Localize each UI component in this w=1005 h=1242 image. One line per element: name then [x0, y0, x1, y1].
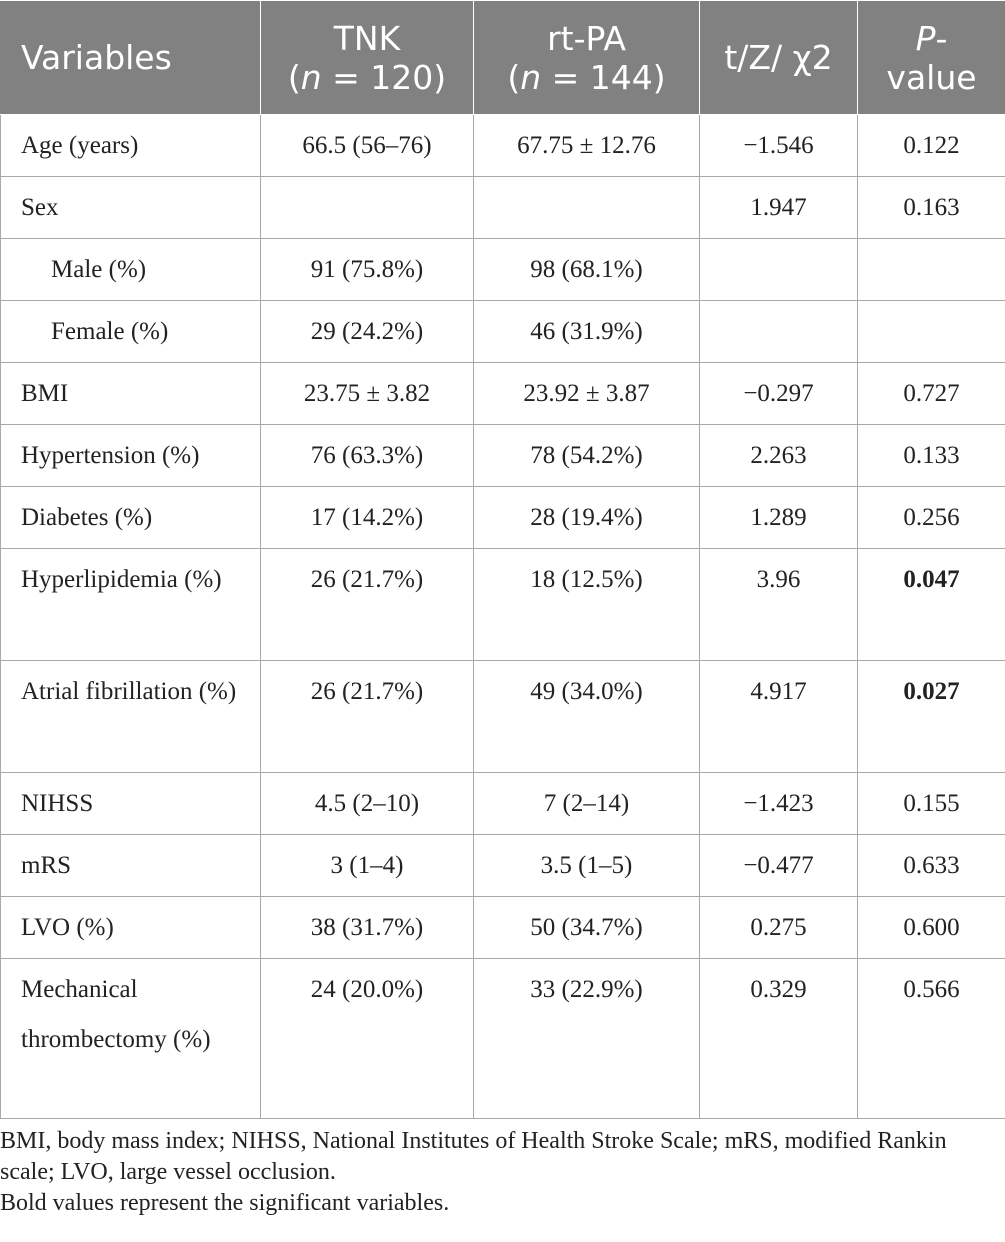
- cell-stat: −1.546: [700, 115, 858, 177]
- cell-rtpa: 7 (2–14): [474, 773, 700, 835]
- cell-stat: 1.947: [700, 177, 858, 239]
- cell-stat: 1.289: [700, 487, 858, 549]
- cell-tnk: 23.75 ± 3.82: [261, 363, 474, 425]
- table-row: [1, 301, 1005, 363]
- header-tnk-n: [269, 58, 465, 97]
- header-tnk: [261, 1, 474, 115]
- header-tnk-n-rest: = 120): [321, 57, 447, 97]
- cell-tnk: 17 (14.2%): [261, 487, 474, 549]
- table-header: [1, 1, 1005, 115]
- cell-variable: NIHSS: [1, 773, 261, 835]
- cell-rtpa: 23.92 ± 3.87: [474, 363, 700, 425]
- cell-stat: 3.96: [700, 549, 858, 661]
- cell-rtpa: 46 (31.9%): [474, 301, 700, 363]
- cell-p-value: 0.600: [858, 897, 1005, 959]
- cell-rtpa: 33 (22.9%): [474, 959, 700, 1119]
- cell-variable: Hypertension (%): [1, 425, 261, 487]
- header-rtpa-n-rest: = 144): [541, 57, 666, 97]
- cell-p-value: 0.133: [858, 425, 1005, 487]
- header-tnk-n-prefix: (: [287, 57, 301, 97]
- cell-rtpa: 78 (54.2%): [474, 425, 700, 487]
- cell-rtpa: [474, 177, 700, 239]
- cell-tnk: 76 (63.3%): [261, 425, 474, 487]
- table-row: [1, 661, 1005, 773]
- cell-p-value: 0.727: [858, 363, 1005, 425]
- cell-tnk: 26 (21.7%): [261, 661, 474, 773]
- cell-stat: 4.917: [700, 661, 858, 773]
- cell-variable: Sex: [1, 177, 261, 239]
- cell-variable: Male (%): [1, 239, 261, 301]
- table-row: [1, 363, 1005, 425]
- cell-p-value: [858, 239, 1005, 301]
- cell-variable: Hyperlipidemia (%): [1, 549, 261, 661]
- cell-variable: Female (%): [1, 301, 261, 363]
- cell-tnk: [261, 177, 474, 239]
- cell-rtpa: 3.5 (1–5): [474, 835, 700, 897]
- cell-variable: Age (years): [1, 115, 261, 177]
- header-variables: [1, 1, 261, 115]
- cell-stat: [700, 301, 858, 363]
- table-row: [1, 835, 1005, 897]
- cell-stat: −0.477: [700, 835, 858, 897]
- cell-rtpa: 67.75 ± 12.76: [474, 115, 700, 177]
- cell-tnk: 3 (1–4): [261, 835, 474, 897]
- cell-tnk: 38 (31.7%): [261, 897, 474, 959]
- table-row: [1, 239, 1005, 301]
- cell-stat: −0.297: [700, 363, 858, 425]
- header-p-line1: [866, 19, 997, 58]
- header-p-rest: -: [935, 18, 948, 58]
- cell-variable: BMI: [1, 363, 261, 425]
- cell-p-value: 0.163: [858, 177, 1005, 239]
- table-row: [1, 897, 1005, 959]
- header-tnk-name: TNK: [333, 18, 401, 58]
- cell-p-value-significant: 0.027: [858, 661, 1005, 773]
- header-p-value: [858, 1, 1005, 115]
- cell-stat: 0.275: [700, 897, 858, 959]
- table-row: [1, 549, 1005, 661]
- cell-p-value: [858, 301, 1005, 363]
- cell-rtpa: 98 (68.1%): [474, 239, 700, 301]
- cell-p-value: 0.155: [858, 773, 1005, 835]
- cell-rtpa: 18 (12.5%): [474, 549, 700, 661]
- header-row: [1, 1, 1005, 115]
- table-row: [1, 425, 1005, 487]
- cell-rtpa: 28 (19.4%): [474, 487, 700, 549]
- cell-variable: mRS: [1, 835, 261, 897]
- footnote-abbreviations: BMI, body mass index; NIHSS, National Institutes of Health Stroke Scale; mRS, modified Rankin scale; LVO, large vessel occlusion.: [0, 1128, 947, 1185]
- cell-p-value: 0.566: [858, 959, 1005, 1119]
- header-rtpa: [474, 1, 700, 115]
- cell-rtpa: 49 (34.0%): [474, 661, 700, 773]
- cell-stat: 2.263: [700, 425, 858, 487]
- table-footnotes: [0, 1126, 1005, 1219]
- cell-p-value: 0.633: [858, 835, 1005, 897]
- cell-tnk: 66.5 (56–76): [261, 115, 474, 177]
- header-rtpa-name: rt-PA: [547, 18, 626, 58]
- table-body: [1, 115, 1005, 1119]
- cell-variable: Diabetes (%): [1, 487, 261, 549]
- footnote-bold-note: Bold values represent the significant variables.: [0, 1190, 450, 1216]
- table-row: [1, 115, 1005, 177]
- header-p-italic: P: [915, 18, 936, 58]
- header-rtpa-n-prefix: (: [507, 57, 521, 97]
- cell-rtpa: 50 (34.7%): [474, 897, 700, 959]
- cell-stat: −1.423: [700, 773, 858, 835]
- cell-tnk: 4.5 (2–10): [261, 773, 474, 835]
- cell-p-value-significant: 0.047: [858, 549, 1005, 661]
- header-tnk-n-italic: n: [300, 57, 322, 97]
- header-stat-label: t/Z/ χ2: [724, 38, 833, 77]
- header-p-line2: value: [886, 57, 977, 97]
- table-row: [1, 177, 1005, 239]
- cell-variable: LVO (%): [1, 897, 261, 959]
- cell-tnk: 29 (24.2%): [261, 301, 474, 363]
- cell-tnk: 26 (21.7%): [261, 549, 474, 661]
- header-rtpa-n-italic: n: [520, 57, 542, 97]
- cell-stat: 0.329: [700, 959, 858, 1119]
- cell-tnk: 91 (75.8%): [261, 239, 474, 301]
- cell-variable: Atrial fibrillation (%): [1, 661, 261, 773]
- table-row: [1, 959, 1005, 1119]
- cell-variable: Mechanical thrombectomy (%): [1, 959, 261, 1119]
- cell-p-value: 0.122: [858, 115, 1005, 177]
- table-row: [1, 773, 1005, 835]
- header-variables-label: Variables: [21, 38, 172, 77]
- header-rtpa-n: [482, 58, 691, 97]
- cell-stat: [700, 239, 858, 301]
- table-row: [1, 487, 1005, 549]
- header-stat: [700, 1, 858, 115]
- cell-p-value: 0.256: [858, 487, 1005, 549]
- cell-tnk: 24 (20.0%): [261, 959, 474, 1119]
